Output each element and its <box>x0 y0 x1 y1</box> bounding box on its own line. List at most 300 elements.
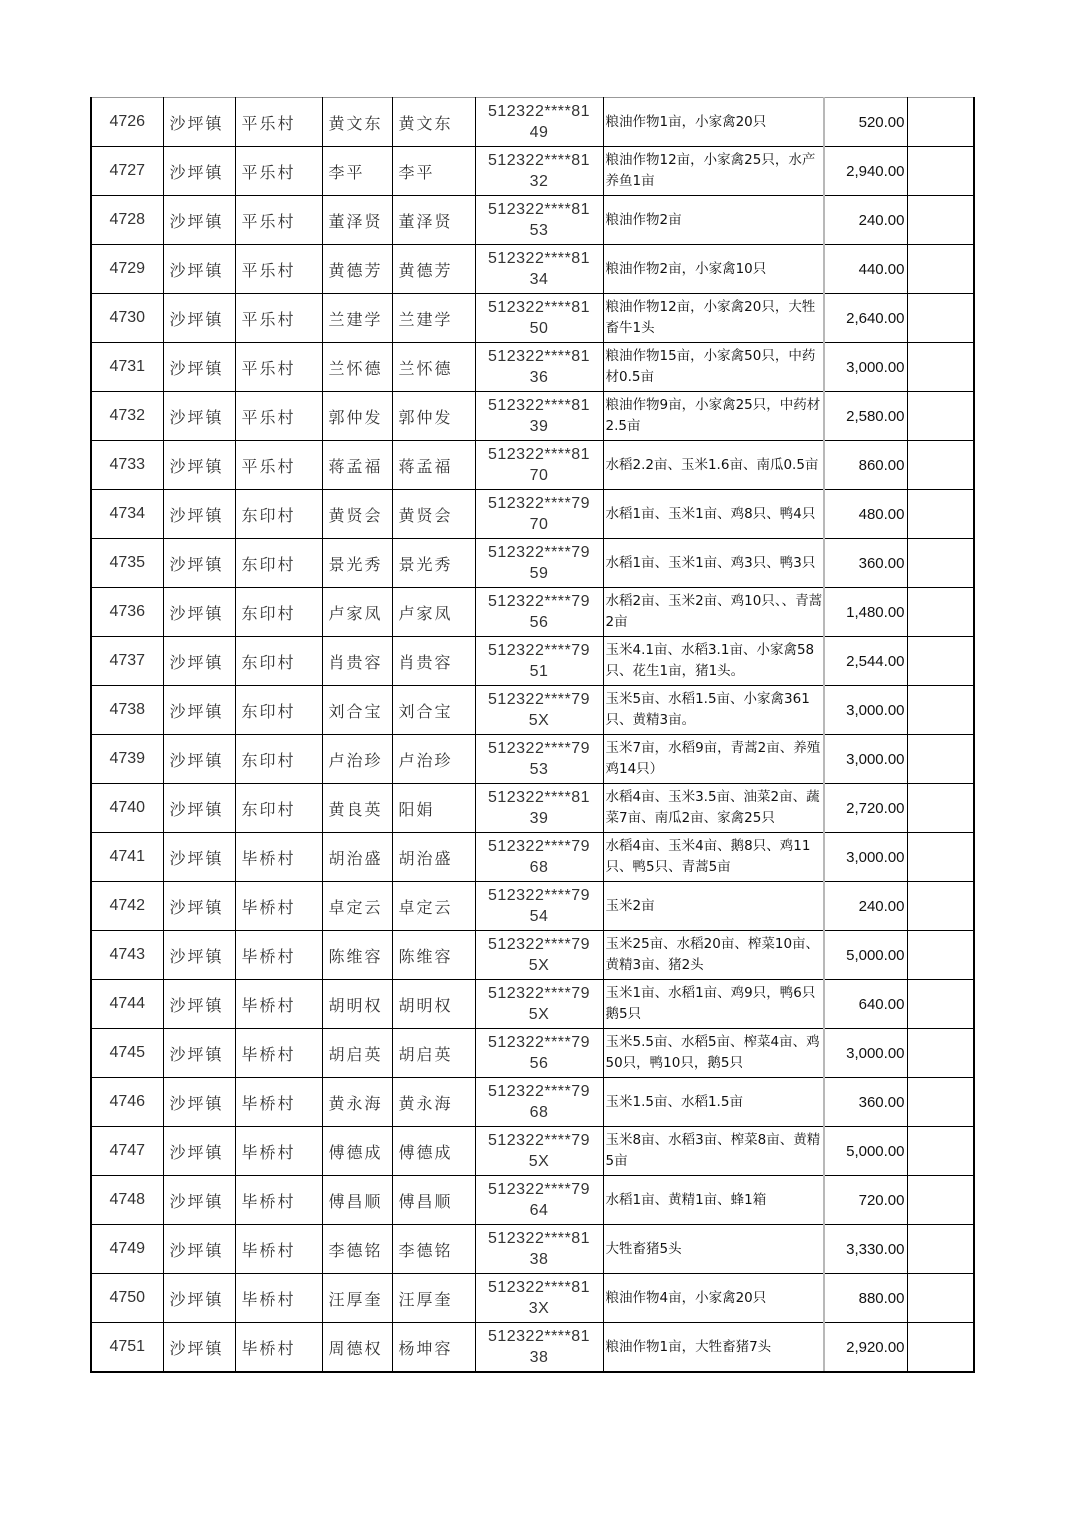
id-number-suffix: 53 <box>529 222 549 239</box>
table-row <box>91 1078 974 1127</box>
remarks-cell <box>907 147 974 196</box>
remarks-cell <box>907 588 974 637</box>
name-cell: 胡明权 <box>322 980 392 1029</box>
table-row <box>91 1029 974 1078</box>
description-cell: 水稻2.2亩、玉米1.6亩、南瓜0.5亩 <box>603 441 824 490</box>
remarks-cell <box>907 931 974 980</box>
serial-number-cell: 4734 <box>91 490 163 539</box>
description-cell: 玉米1亩、水稻1亩、鸡9只，鸭6只鹅5只 <box>603 980 824 1029</box>
description-cell: 粮油作物12亩，小家禽25只，水产养鱼1亩 <box>603 147 824 196</box>
id-number-cell <box>475 588 603 637</box>
amount-cell: 880.00 <box>824 1274 907 1323</box>
serial-number-cell: 4751 <box>91 1323 163 1373</box>
remarks-cell <box>907 1274 974 1323</box>
id-number-cell <box>475 147 603 196</box>
remarks-cell <box>907 441 974 490</box>
table-row <box>91 196 974 245</box>
amount-cell: 3,330.00 <box>824 1225 907 1274</box>
id-number-cell <box>475 931 603 980</box>
serial-number-cell: 4741 <box>91 833 163 882</box>
id-number-cell <box>475 980 603 1029</box>
id-number-prefix: 512322****81 <box>487 250 591 267</box>
amount-cell: 240.00 <box>824 882 907 931</box>
town-cell: 沙坪镇 <box>163 196 235 245</box>
account-holder-cell: 陈维容 <box>392 931 475 980</box>
name-cell: 郭仲发 <box>322 392 392 441</box>
remarks-cell <box>907 294 974 343</box>
table-row <box>91 882 974 931</box>
id-number-suffix: 5X <box>528 957 550 974</box>
name-cell: 卓定云 <box>322 882 392 931</box>
name-cell: 傅德成 <box>322 1127 392 1176</box>
amount-cell: 5,000.00 <box>824 931 907 980</box>
table-row <box>91 1274 974 1323</box>
id-number-prefix: 512322****79 <box>487 985 591 1002</box>
table-row <box>91 490 974 539</box>
remarks-cell <box>907 882 974 931</box>
amount-cell: 2,580.00 <box>824 392 907 441</box>
table-row <box>91 980 974 1029</box>
serial-number-cell: 4748 <box>91 1176 163 1225</box>
serial-number-cell: 4746 <box>91 1078 163 1127</box>
remarks-cell <box>907 539 974 588</box>
name-cell: 黄文东 <box>322 98 392 147</box>
village-cell: 平乐村 <box>235 441 322 490</box>
village-cell: 东印村 <box>235 539 322 588</box>
serial-number-cell: 4733 <box>91 441 163 490</box>
account-holder-cell: 肖贵容 <box>392 637 475 686</box>
town-cell: 沙坪镇 <box>163 98 235 147</box>
village-cell: 毕桥村 <box>235 1323 322 1373</box>
description-cell: 水稻2亩、玉米2亩、鸡10只、、青蒿2亩 <box>603 588 824 637</box>
id-number-suffix: 49 <box>529 124 549 141</box>
remarks-cell <box>907 196 974 245</box>
id-number-suffix: 5X <box>528 712 550 729</box>
town-cell: 沙坪镇 <box>163 833 235 882</box>
amount-cell: 2,544.00 <box>824 637 907 686</box>
village-cell: 东印村 <box>235 735 322 784</box>
id-number-suffix: 38 <box>529 1349 549 1366</box>
amount-cell: 640.00 <box>824 980 907 1029</box>
account-holder-cell: 景光秀 <box>392 539 475 588</box>
village-cell: 平乐村 <box>235 392 322 441</box>
table-row <box>91 1127 974 1176</box>
table-row <box>91 784 974 833</box>
id-number-cell <box>475 392 603 441</box>
name-cell: 胡治盛 <box>322 833 392 882</box>
description-cell: 玉米8亩、水稻3亩、榨菜8亩、黄精5亩 <box>603 1127 824 1176</box>
description-cell: 水稻1亩、玉米1亩、鸡3只、鸭3只 <box>603 539 824 588</box>
serial-number-cell: 4740 <box>91 784 163 833</box>
id-number-suffix: 59 <box>529 565 549 582</box>
id-number-prefix: 512322****79 <box>487 1181 591 1198</box>
amount-cell: 2,640.00 <box>824 294 907 343</box>
amount-cell: 3,000.00 <box>824 686 907 735</box>
name-cell: 汪厚奎 <box>322 1274 392 1323</box>
town-cell: 沙坪镇 <box>163 1078 235 1127</box>
amount-cell: 3,000.00 <box>824 833 907 882</box>
table-row <box>91 1176 974 1225</box>
table-row <box>91 833 974 882</box>
village-cell: 毕桥村 <box>235 1274 322 1323</box>
id-number-cell <box>475 196 603 245</box>
remarks-cell <box>907 637 974 686</box>
description-cell: 粮油作物9亩，小家禽25只，中药材2.5亩 <box>603 392 824 441</box>
name-cell: 兰建学 <box>322 294 392 343</box>
id-number-suffix: 68 <box>529 859 549 876</box>
serial-number-cell: 4745 <box>91 1029 163 1078</box>
town-cell: 沙坪镇 <box>163 637 235 686</box>
account-holder-cell: 兰建学 <box>392 294 475 343</box>
amount-cell: 440.00 <box>824 245 907 294</box>
town-cell: 沙坪镇 <box>163 147 235 196</box>
serial-number-cell: 4744 <box>91 980 163 1029</box>
village-cell: 毕桥村 <box>235 1078 322 1127</box>
description-cell: 水稻4亩、玉米4亩、鹅8只、鸡11只、鸭5只、青蒿5亩 <box>603 833 824 882</box>
table-row <box>91 1323 974 1373</box>
description-cell: 粮油作物15亩，小家禽50只，中药材0.5亩 <box>603 343 824 392</box>
table-row <box>91 637 974 686</box>
remarks-cell <box>907 833 974 882</box>
description-cell: 玉米5.5亩、水稻5亩、榨菜4亩、鸡50只，鸭10只，鹅5只 <box>603 1029 824 1078</box>
town-cell: 沙坪镇 <box>163 1274 235 1323</box>
account-holder-cell: 傅昌顺 <box>392 1176 475 1225</box>
account-holder-cell: 卓定云 <box>392 882 475 931</box>
account-holder-cell: 兰怀德 <box>392 343 475 392</box>
town-cell: 沙坪镇 <box>163 686 235 735</box>
account-holder-cell: 董泽贤 <box>392 196 475 245</box>
serial-number-cell: 4726 <box>91 98 163 147</box>
village-cell: 平乐村 <box>235 147 322 196</box>
id-number-suffix: 70 <box>529 516 549 533</box>
remarks-cell <box>907 392 974 441</box>
name-cell: 刘合宝 <box>322 686 392 735</box>
remarks-cell <box>907 245 974 294</box>
amount-cell: 520.00 <box>824 98 907 147</box>
serial-number-cell: 4731 <box>91 343 163 392</box>
table-row <box>91 147 974 196</box>
remarks-cell <box>907 1078 974 1127</box>
account-holder-cell: 胡明权 <box>392 980 475 1029</box>
id-number-suffix: 39 <box>529 810 549 827</box>
id-number-suffix: 56 <box>529 1055 549 1072</box>
amount-cell: 360.00 <box>824 1078 907 1127</box>
name-cell: 黄良英 <box>322 784 392 833</box>
name-cell: 李平 <box>322 147 392 196</box>
account-holder-cell: 杨坤容 <box>392 1323 475 1373</box>
id-number-cell <box>475 539 603 588</box>
id-number-cell <box>475 98 603 147</box>
account-holder-cell: 黄文东 <box>392 98 475 147</box>
town-cell: 沙坪镇 <box>163 490 235 539</box>
id-number-suffix: 38 <box>529 1251 549 1268</box>
remarks-cell <box>907 1029 974 1078</box>
serial-number-cell: 4743 <box>91 931 163 980</box>
id-number-cell <box>475 245 603 294</box>
id-number-cell <box>475 1078 603 1127</box>
id-number-cell <box>475 686 603 735</box>
name-cell: 李德铭 <box>322 1225 392 1274</box>
account-holder-cell: 李德铭 <box>392 1225 475 1274</box>
name-cell: 肖贵容 <box>322 637 392 686</box>
amount-cell: 860.00 <box>824 441 907 490</box>
id-number-suffix: 70 <box>529 467 549 484</box>
name-cell: 卢治珍 <box>322 735 392 784</box>
remarks-cell <box>907 686 974 735</box>
id-number-prefix: 512322****79 <box>487 593 591 610</box>
account-holder-cell: 胡治盛 <box>392 833 475 882</box>
id-number-cell <box>475 490 603 539</box>
id-number-prefix: 512322****79 <box>487 1083 591 1100</box>
remarks-cell <box>907 735 974 784</box>
amount-cell: 3,000.00 <box>824 343 907 392</box>
serial-number-cell: 4737 <box>91 637 163 686</box>
id-number-suffix: 56 <box>529 614 549 631</box>
id-number-cell <box>475 1029 603 1078</box>
id-number-prefix: 512322****79 <box>487 887 591 904</box>
id-number-suffix: 50 <box>529 320 549 337</box>
village-cell: 毕桥村 <box>235 833 322 882</box>
town-cell: 沙坪镇 <box>163 784 235 833</box>
serial-number-cell: 4750 <box>91 1274 163 1323</box>
description-cell: 粮油作物12亩，小家禽20只，大牲畜牛1头 <box>603 294 824 343</box>
id-number-cell <box>475 784 603 833</box>
description-cell: 玉米5亩、水稻1.5亩、小家禽361只、黄精3亩。 <box>603 686 824 735</box>
remarks-cell <box>907 1176 974 1225</box>
table-row <box>91 245 974 294</box>
name-cell: 黄贤会 <box>322 490 392 539</box>
serial-number-cell: 4730 <box>91 294 163 343</box>
name-cell: 傅昌顺 <box>322 1176 392 1225</box>
table-row <box>91 392 974 441</box>
town-cell: 沙坪镇 <box>163 588 235 637</box>
serial-number-cell: 4735 <box>91 539 163 588</box>
serial-number-cell: 4742 <box>91 882 163 931</box>
table-body <box>91 98 974 1373</box>
serial-number-cell: 4749 <box>91 1225 163 1274</box>
name-cell: 陈维容 <box>322 931 392 980</box>
description-cell: 粮油作物1亩，小家禽20只 <box>603 98 824 147</box>
village-cell: 毕桥村 <box>235 1127 322 1176</box>
village-cell: 东印村 <box>235 784 322 833</box>
id-number-prefix: 512322****79 <box>487 740 591 757</box>
village-cell: 东印村 <box>235 490 322 539</box>
records-table <box>90 97 975 1373</box>
description-cell: 粮油作物2亩，小家禽10只 <box>603 245 824 294</box>
remarks-cell <box>907 1323 974 1373</box>
id-number-prefix: 512322****81 <box>487 103 591 120</box>
name-cell: 蒋孟福 <box>322 441 392 490</box>
name-cell: 胡启英 <box>322 1029 392 1078</box>
name-cell: 董泽贤 <box>322 196 392 245</box>
village-cell: 平乐村 <box>235 196 322 245</box>
id-number-cell <box>475 1127 603 1176</box>
id-number-prefix: 512322****81 <box>487 152 591 169</box>
town-cell: 沙坪镇 <box>163 931 235 980</box>
village-cell: 东印村 <box>235 686 322 735</box>
town-cell: 沙坪镇 <box>163 245 235 294</box>
name-cell: 黄永海 <box>322 1078 392 1127</box>
id-number-cell <box>475 1225 603 1274</box>
amount-cell: 2,720.00 <box>824 784 907 833</box>
description-cell: 水稻1亩、玉米1亩、鸡8只、鸭4只 <box>603 490 824 539</box>
id-number-suffix: 64 <box>529 1202 549 1219</box>
remarks-cell <box>907 98 974 147</box>
serial-number-cell: 4727 <box>91 147 163 196</box>
description-cell: 玉米25亩、水稻20亩、榨菜10亩、黄精3亩、猪2头 <box>603 931 824 980</box>
id-number-cell <box>475 343 603 392</box>
account-holder-cell: 卢家凤 <box>392 588 475 637</box>
village-cell: 平乐村 <box>235 98 322 147</box>
town-cell: 沙坪镇 <box>163 882 235 931</box>
town-cell: 沙坪镇 <box>163 735 235 784</box>
id-number-cell <box>475 1323 603 1373</box>
id-number-prefix: 512322****79 <box>487 642 591 659</box>
id-number-cell <box>475 833 603 882</box>
village-cell: 毕桥村 <box>235 980 322 1029</box>
amount-cell: 360.00 <box>824 539 907 588</box>
serial-number-cell: 4729 <box>91 245 163 294</box>
id-number-prefix: 512322****81 <box>487 348 591 365</box>
town-cell: 沙坪镇 <box>163 294 235 343</box>
description-cell: 粮油作物1亩，大牲畜猪7头 <box>603 1323 824 1373</box>
id-number-prefix: 512322****81 <box>487 201 591 218</box>
town-cell: 沙坪镇 <box>163 1323 235 1373</box>
id-number-cell <box>475 1274 603 1323</box>
id-number-cell <box>475 882 603 931</box>
id-number-prefix: 512322****81 <box>487 299 591 316</box>
account-holder-cell: 刘合宝 <box>392 686 475 735</box>
account-holder-cell: 卢治珍 <box>392 735 475 784</box>
village-cell: 平乐村 <box>235 294 322 343</box>
table-row <box>91 343 974 392</box>
description-cell: 粮油作物4亩，小家禽20只 <box>603 1274 824 1323</box>
table-row <box>91 539 974 588</box>
town-cell: 沙坪镇 <box>163 980 235 1029</box>
id-number-prefix: 512322****79 <box>487 1132 591 1149</box>
description-cell: 水稻1亩、黄精1亩、蜂1箱 <box>603 1176 824 1225</box>
id-number-prefix: 512322****79 <box>487 544 591 561</box>
name-cell: 景光秀 <box>322 539 392 588</box>
name-cell: 兰怀德 <box>322 343 392 392</box>
id-number-suffix: 51 <box>529 663 549 680</box>
town-cell: 沙坪镇 <box>163 1225 235 1274</box>
id-number-cell <box>475 1176 603 1225</box>
village-cell: 东印村 <box>235 588 322 637</box>
description-cell: 大牲畜猪5头 <box>603 1225 824 1274</box>
village-cell: 毕桥村 <box>235 1225 322 1274</box>
description-cell: 玉米2亩 <box>603 882 824 931</box>
name-cell: 卢家凤 <box>322 588 392 637</box>
id-number-cell <box>475 735 603 784</box>
data-sheet <box>90 97 973 1373</box>
name-cell: 周德权 <box>322 1323 392 1373</box>
remarks-cell <box>907 784 974 833</box>
table-row <box>91 294 974 343</box>
id-number-suffix: 68 <box>529 1104 549 1121</box>
account-holder-cell: 黄永海 <box>392 1078 475 1127</box>
table-row <box>91 98 974 147</box>
id-number-suffix: 32 <box>529 173 549 190</box>
town-cell: 沙坪镇 <box>163 1127 235 1176</box>
amount-cell: 3,000.00 <box>824 735 907 784</box>
village-cell: 毕桥村 <box>235 1029 322 1078</box>
village-cell: 毕桥村 <box>235 931 322 980</box>
amount-cell: 720.00 <box>824 1176 907 1225</box>
serial-number-cell: 4747 <box>91 1127 163 1176</box>
id-number-suffix: 5X <box>528 1153 550 1170</box>
remarks-cell <box>907 1127 974 1176</box>
remarks-cell <box>907 980 974 1029</box>
table-row <box>91 931 974 980</box>
id-number-suffix: 54 <box>529 908 549 925</box>
table-row <box>91 1225 974 1274</box>
town-cell: 沙坪镇 <box>163 1029 235 1078</box>
remarks-cell <box>907 490 974 539</box>
remarks-cell <box>907 1225 974 1274</box>
remarks-cell <box>907 343 974 392</box>
account-holder-cell: 李平 <box>392 147 475 196</box>
serial-number-cell: 4728 <box>91 196 163 245</box>
account-holder-cell: 蒋孟福 <box>392 441 475 490</box>
account-holder-cell: 郭仲发 <box>392 392 475 441</box>
id-number-prefix: 512322****81 <box>487 446 591 463</box>
town-cell: 沙坪镇 <box>163 392 235 441</box>
id-number-cell <box>475 441 603 490</box>
table-row <box>91 588 974 637</box>
village-cell: 毕桥村 <box>235 882 322 931</box>
id-number-suffix: 3X <box>528 1300 550 1317</box>
id-number-suffix: 5X <box>528 1006 550 1023</box>
table-row <box>91 441 974 490</box>
description-cell: 粮油作物2亩 <box>603 196 824 245</box>
id-number-prefix: 512322****81 <box>487 1328 591 1345</box>
description-cell: 水稻4亩、玉米3.5亩、油菜2亩、蔬菜7亩、南瓜2亩、家禽25只 <box>603 784 824 833</box>
amount-cell: 5,000.00 <box>824 1127 907 1176</box>
amount-cell: 2,940.00 <box>824 147 907 196</box>
account-holder-cell: 黄德芳 <box>392 245 475 294</box>
id-number-suffix: 36 <box>529 369 549 386</box>
description-cell: 玉米4.1亩、水稻3.1亩、小家禽58只、花生1亩，猪1头。 <box>603 637 824 686</box>
id-number-prefix: 512322****81 <box>487 789 591 806</box>
amount-cell: 240.00 <box>824 196 907 245</box>
village-cell: 平乐村 <box>235 245 322 294</box>
village-cell: 平乐村 <box>235 343 322 392</box>
amount-cell: 480.00 <box>824 490 907 539</box>
id-number-suffix: 53 <box>529 761 549 778</box>
amount-cell: 1,480.00 <box>824 588 907 637</box>
description-cell: 玉米1.5亩、水稻1.5亩 <box>603 1078 824 1127</box>
town-cell: 沙坪镇 <box>163 343 235 392</box>
town-cell: 沙坪镇 <box>163 441 235 490</box>
id-number-suffix: 34 <box>529 271 549 288</box>
account-holder-cell: 黄贤会 <box>392 490 475 539</box>
serial-number-cell: 4738 <box>91 686 163 735</box>
amount-cell: 3,000.00 <box>824 1029 907 1078</box>
table-row <box>91 735 974 784</box>
amount-cell: 2,920.00 <box>824 1323 907 1373</box>
town-cell: 沙坪镇 <box>163 539 235 588</box>
account-holder-cell: 汪厚奎 <box>392 1274 475 1323</box>
serial-number-cell: 4732 <box>91 392 163 441</box>
id-number-prefix: 512322****79 <box>487 838 591 855</box>
id-number-prefix: 512322****81 <box>487 1279 591 1296</box>
table-row <box>91 686 974 735</box>
account-holder-cell: 阳娟 <box>392 784 475 833</box>
id-number-cell <box>475 294 603 343</box>
serial-number-cell: 4736 <box>91 588 163 637</box>
account-holder-cell: 傅德成 <box>392 1127 475 1176</box>
